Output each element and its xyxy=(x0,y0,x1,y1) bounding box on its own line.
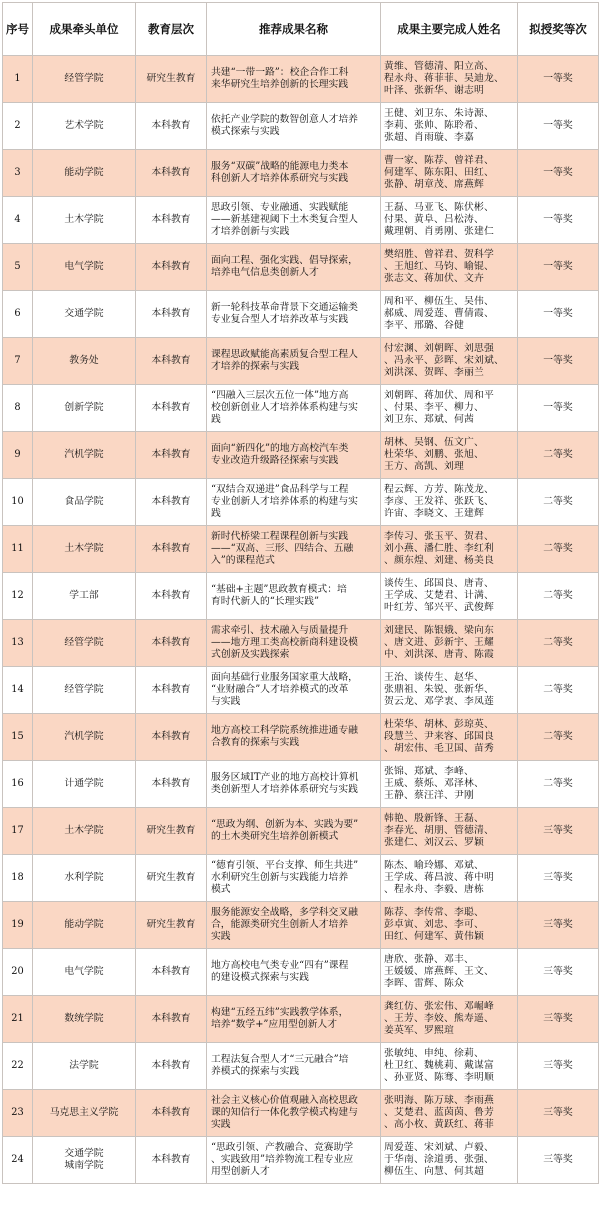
award-grade: 三等奖 xyxy=(518,949,599,996)
lead-unit: 法学院 xyxy=(33,1043,136,1090)
award-grade: 二等奖 xyxy=(518,667,599,714)
achievement-name: 面向工程、强化实践、倡导探索， 培养电气信息类创新人才 xyxy=(207,244,381,291)
table-row xyxy=(3,56,599,103)
achievement-name: 工程法复合型人才“三元融合”培 养模式的探索与实践 xyxy=(207,1043,381,1090)
row-number: 23 xyxy=(3,1090,33,1137)
education-level: 本科教育 xyxy=(136,197,207,244)
lead-unit: 艺术学院 xyxy=(33,103,136,150)
row-number: 20 xyxy=(3,949,33,996)
education-level: 本科教育 xyxy=(136,244,207,291)
achievement-name: 课程思政赋能高素质复合型工程人 才培养的探索与实践 xyxy=(207,338,381,385)
lead-unit: 食品学院 xyxy=(33,479,136,526)
award-grade: 三等奖 xyxy=(518,808,599,855)
award-grade: 二等奖 xyxy=(518,573,599,620)
table-row xyxy=(3,338,599,385)
header-num: 序号 xyxy=(3,3,33,56)
award-grade: 三等奖 xyxy=(518,902,599,949)
lead-unit: 能动学院 xyxy=(33,902,136,949)
main-contributors: 张锦、郑斌、李峰、 王威、蔡烁、邓泽林、 王静、蔡汪洋、尹刚 xyxy=(381,761,518,808)
education-level: 本科教育 xyxy=(136,385,207,432)
award-grade: 一等奖 xyxy=(518,244,599,291)
achievement-name: 新一轮科技革命背景下交通运输类 专业复合型人才培养改革与实践 xyxy=(207,291,381,338)
lead-unit: 交通学院 城南学院 xyxy=(33,1137,136,1184)
awards-table xyxy=(2,2,599,1184)
row-number: 15 xyxy=(3,714,33,761)
main-contributors: 周和平、柳伍生、吴伟、 郝威、周爱莲、曹倩霞、 李平、邢璐、谷健 xyxy=(381,291,518,338)
award-grade: 二等奖 xyxy=(518,714,599,761)
achievement-name: 面向“新四化”的地方高校汽车类 专业改造升级路径探索与实践 xyxy=(207,432,381,479)
table-row xyxy=(3,996,599,1043)
lead-unit: 马克思主义学院 xyxy=(33,1090,136,1137)
row-number: 10 xyxy=(3,479,33,526)
education-level: 本科教育 xyxy=(136,761,207,808)
main-contributors: 王磊、马亚飞、陈伏彬、 付果、黄阜、吕松涛、 戴理朝、肖勇刚、张建仁 xyxy=(381,197,518,244)
award-grade: 一等奖 xyxy=(518,197,599,244)
lead-unit: 经管学院 xyxy=(33,667,136,714)
achievement-name: “双结合双递进”食品科学与工程 专业创新人才培养体系的构建与实 践 xyxy=(207,479,381,526)
education-level: 研究生教育 xyxy=(136,56,207,103)
award-grade: 二等奖 xyxy=(518,620,599,667)
main-contributors: 付宏渊、刘朝晖、刘思强 、冯永平、彭晖、宋刘斌、 刘洪深、贺晖、李丽兰 xyxy=(381,338,518,385)
achievement-name: 新时代桥梁工程课程创新与实践 ——“双高、三形、四结合、五融 入”的课程范式 xyxy=(207,526,381,573)
main-contributors: 曹一家、陈荐、曾祥君、 何建军、陈东阳、田红、 张静、胡章茂、席燕辉 xyxy=(381,150,518,197)
table-row xyxy=(3,526,599,573)
education-level: 研究生教育 xyxy=(136,902,207,949)
table-row xyxy=(3,761,599,808)
education-level: 研究生教育 xyxy=(136,808,207,855)
achievement-name: “四融入三层次五位一体”地方高 校创新创业人才培养体系构建与实 践 xyxy=(207,385,381,432)
education-level: 本科教育 xyxy=(136,714,207,761)
main-contributors: 王治、谈传生、赵华、 张鼎祖、朱锐、张新华、 贺云龙、邓学衷、李凤莲 xyxy=(381,667,518,714)
education-level: 本科教育 xyxy=(136,479,207,526)
education-level: 本科教育 xyxy=(136,432,207,479)
table-row xyxy=(3,1137,599,1184)
row-number: 1 xyxy=(3,56,33,103)
main-contributors: 韩艳、殷新锋、王磊、 李春光、胡朋、管德清、 张建仁、刘汉云、罗颖 xyxy=(381,808,518,855)
main-contributors: 樊绍胜、曾祥君、贺科学 、王旭红、马钧、喻锟、 张志文、蒋加伏、文卉 xyxy=(381,244,518,291)
main-contributors: 陈杰、喻玲娜、邓斌、 王学成、蒋昌波、蒋中明 、程永舟、李毅、唐栋 xyxy=(381,855,518,902)
award-grade: 一等奖 xyxy=(518,291,599,338)
award-grade: 二等奖 xyxy=(518,761,599,808)
row-number: 24 xyxy=(3,1137,33,1184)
row-number: 7 xyxy=(3,338,33,385)
lead-unit: 经管学院 xyxy=(33,620,136,667)
table-row xyxy=(3,103,599,150)
header-unit: 成果牵头单位 xyxy=(33,3,136,56)
education-level: 本科教育 xyxy=(136,949,207,996)
table-row xyxy=(3,714,599,761)
award-grade: 一等奖 xyxy=(518,150,599,197)
lead-unit: 电气学院 xyxy=(33,244,136,291)
main-contributors: 杜荣华、胡林、彭琼英、 段慧兰、尹来容、邱国良 、胡宏伟、毛卫国、苗秀 xyxy=(381,714,518,761)
table-row xyxy=(3,197,599,244)
lead-unit: 交通学院 xyxy=(33,291,136,338)
row-number: 22 xyxy=(3,1043,33,1090)
education-level: 本科教育 xyxy=(136,620,207,667)
main-contributors: 周爱莲、宋刘斌、卢毅、 于华南、涂道勇、张强、 柳伍生、向慧、何其超 xyxy=(381,1137,518,1184)
main-contributors: 张明海、陈万球、李雨燕 、艾楚君、蓝茵茵、鲁芳 、高小枚、黄跃红、蒋菲 xyxy=(381,1090,518,1137)
main-contributors: 刘建民、陈银娥、梁向东 、唐文进、彭新宇、王耀 中、刘洪深、唐青、陈霞 xyxy=(381,620,518,667)
lead-unit: 学工部 xyxy=(33,573,136,620)
main-contributors: 唐欣、张静、邓丰、 王媛媛、席燕辉、王文、 李晖、雷辉、陈众 xyxy=(381,949,518,996)
table-row xyxy=(3,432,599,479)
education-level: 本科教育 xyxy=(136,150,207,197)
lead-unit: 教务处 xyxy=(33,338,136,385)
row-number: 8 xyxy=(3,385,33,432)
main-contributors: 李传习、张玉平、贺君、 刘小燕、潘仁胜、李红利 、颜东煌、刘建、杨美良 xyxy=(381,526,518,573)
achievement-name: “思政引领、产教融合、竞赛助学 、实践致用”培养物流工程专业应 用型创新人才 xyxy=(207,1137,381,1184)
award-grade: 三等奖 xyxy=(518,1043,599,1090)
table-body xyxy=(3,56,599,1184)
row-number: 13 xyxy=(3,620,33,667)
achievement-name: 思政引领、专业融通、实践赋能 ——新基建视阈下土木类复合型人 才培养创新与实践 xyxy=(207,197,381,244)
table-row xyxy=(3,244,599,291)
education-level: 本科教育 xyxy=(136,291,207,338)
lead-unit: 能动学院 xyxy=(33,150,136,197)
achievement-name: 构建“五经五纬”实践教学体系， 培养“数学+”应用型创新人才 xyxy=(207,996,381,1043)
table-row xyxy=(3,573,599,620)
row-number: 6 xyxy=(3,291,33,338)
achievement-name: 需求牵引、技术融入与质量提升 ——地方理工类高校新商科建设模 式创新及实践探索 xyxy=(207,620,381,667)
lead-unit: 汽机学院 xyxy=(33,714,136,761)
header-row xyxy=(3,3,599,56)
achievement-name: 面向基础行业服务国家重大战略， “业财融合”人才培养模式的改革 与实践 xyxy=(207,667,381,714)
award-grade: 二等奖 xyxy=(518,526,599,573)
main-contributors: 刘朝晖、蒋加伏、周和平 、付果、李平、柳力、 刘卫东、郑斌、何茜 xyxy=(381,385,518,432)
row-number: 18 xyxy=(3,855,33,902)
row-number: 14 xyxy=(3,667,33,714)
achievement-name: “德育引领、平台支撑、师生共进” 水利研究生创新与实践能力培养 模式 xyxy=(207,855,381,902)
table-row xyxy=(3,855,599,902)
award-grade: 二等奖 xyxy=(518,479,599,526)
award-grade: 三等奖 xyxy=(518,1090,599,1137)
main-contributors: 陈荐、李传常、李聪、 彭卓寅、刘忠、李可、 田红、何建军、黄伟颖 xyxy=(381,902,518,949)
row-number: 16 xyxy=(3,761,33,808)
table-row xyxy=(3,620,599,667)
table-row xyxy=(3,1090,599,1137)
row-number: 4 xyxy=(3,197,33,244)
row-number: 11 xyxy=(3,526,33,573)
education-level: 本科教育 xyxy=(136,103,207,150)
main-contributors: 黄维、管德清、阳立高、 程永舟、蒋菲菲、吴迪龙、 叶泽、张新华、谢志明 xyxy=(381,56,518,103)
main-contributors: 谈传生、邱国良、唐青、 王学成、艾楚君、计满、 叶红芳、邹兴平、武俊辉 xyxy=(381,573,518,620)
table-row xyxy=(3,902,599,949)
award-grade: 二等奖 xyxy=(518,432,599,479)
main-contributors: 王健、刘卫东、朱诗源、 李莉、张帅、陈聆希、 张超、肖雨璇、李嘉 xyxy=(381,103,518,150)
row-number: 5 xyxy=(3,244,33,291)
award-grade: 三等奖 xyxy=(518,855,599,902)
achievement-name: 服务“双碳”战略的能源电力类本 科创新人才培养体系研究与实践 xyxy=(207,150,381,197)
table-row xyxy=(3,291,599,338)
award-grade: 一等奖 xyxy=(518,385,599,432)
lead-unit: 数统学院 xyxy=(33,996,136,1043)
lead-unit: 计通学院 xyxy=(33,761,136,808)
achievement-name: 服务区域IT产业的地方高校计算机 类创新型人才培养体系研究与实践 xyxy=(207,761,381,808)
main-contributors: 胡林、吴钢、伍文广、 杜荣华、刘鹏、张旭、 王方、高凯、刘理 xyxy=(381,432,518,479)
achievement-name: 地方高校电气类专业“四有”课程 的建设模式探索与实践 xyxy=(207,949,381,996)
education-level: 本科教育 xyxy=(136,1090,207,1137)
achievement-name: 共建“一带一路”：校企合作工科 来华研究生培养创新的长理实践 xyxy=(207,56,381,103)
row-number: 12 xyxy=(3,573,33,620)
table-row xyxy=(3,667,599,714)
table-row xyxy=(3,479,599,526)
achievement-name: 社会主义核心价值观融入高校思政 课的知信行一体化教学模式构建与 实践 xyxy=(207,1090,381,1137)
lead-unit: 水利学院 xyxy=(33,855,136,902)
table-row xyxy=(3,808,599,855)
education-level: 本科教育 xyxy=(136,996,207,1043)
header-people: 成果主要完成人姓名 xyxy=(381,3,518,56)
lead-unit: 土木学院 xyxy=(33,808,136,855)
achievement-name: “思政为纲、创新为本、实践为要” 的土木类研究生培养创新模式 xyxy=(207,808,381,855)
table-row xyxy=(3,949,599,996)
lead-unit: 土木学院 xyxy=(33,526,136,573)
education-level: 本科教育 xyxy=(136,1043,207,1090)
award-grade: 一等奖 xyxy=(518,103,599,150)
award-grade: 一等奖 xyxy=(518,56,599,103)
lead-unit: 经管学院 xyxy=(33,56,136,103)
achievement-name: 依托产业学院的数智创意人才培养 模式探索与实践 xyxy=(207,103,381,150)
header-level: 教育层次 xyxy=(136,3,207,56)
lead-unit: 汽机学院 xyxy=(33,432,136,479)
row-number: 9 xyxy=(3,432,33,479)
main-contributors: 张敏纯、申纯、徐莉、 杜卫红、魏桃莉、戴谋富 、孙亚贤、陈骞、李明顺 xyxy=(381,1043,518,1090)
header-name: 推荐成果名称 xyxy=(207,3,381,56)
table-row xyxy=(3,1043,599,1090)
education-level: 本科教育 xyxy=(136,526,207,573)
achievement-name: “基础+主题”思政教育模式：培 育时代新人的“长理实践” xyxy=(207,573,381,620)
award-grade: 三等奖 xyxy=(518,996,599,1043)
main-contributors: 程云辉、方芳、陈茂龙、 李彦、王发祥、张跃飞、 许宙、李晓文、王建辉 xyxy=(381,479,518,526)
lead-unit: 创新学院 xyxy=(33,385,136,432)
header-award: 拟授奖等次 xyxy=(518,3,599,56)
row-number: 3 xyxy=(3,150,33,197)
achievement-name: 地方高校工科学院系统推进通专融 合教育的探索与实践 xyxy=(207,714,381,761)
education-level: 本科教育 xyxy=(136,338,207,385)
education-level: 本科教育 xyxy=(136,573,207,620)
education-level: 研究生教育 xyxy=(136,855,207,902)
lead-unit: 电气学院 xyxy=(33,949,136,996)
table-header xyxy=(3,3,599,56)
row-number: 17 xyxy=(3,808,33,855)
award-grade: 一等奖 xyxy=(518,338,599,385)
table-row xyxy=(3,385,599,432)
education-level: 本科教育 xyxy=(136,1137,207,1184)
row-number: 21 xyxy=(3,996,33,1043)
row-number: 19 xyxy=(3,902,33,949)
achievement-name: 服务能源安全战略，多学科交叉融 合，能源类研究生创新人才培养 实践 xyxy=(207,902,381,949)
education-level: 本科教育 xyxy=(136,667,207,714)
award-grade: 三等奖 xyxy=(518,1137,599,1184)
main-contributors: 龚红仿、张宏伟、邓崛峰 、王芳、李姣、熊寿遥、 姜英军、罗熙瑄 xyxy=(381,996,518,1043)
row-number: 2 xyxy=(3,103,33,150)
table-row xyxy=(3,150,599,197)
lead-unit: 土木学院 xyxy=(33,197,136,244)
